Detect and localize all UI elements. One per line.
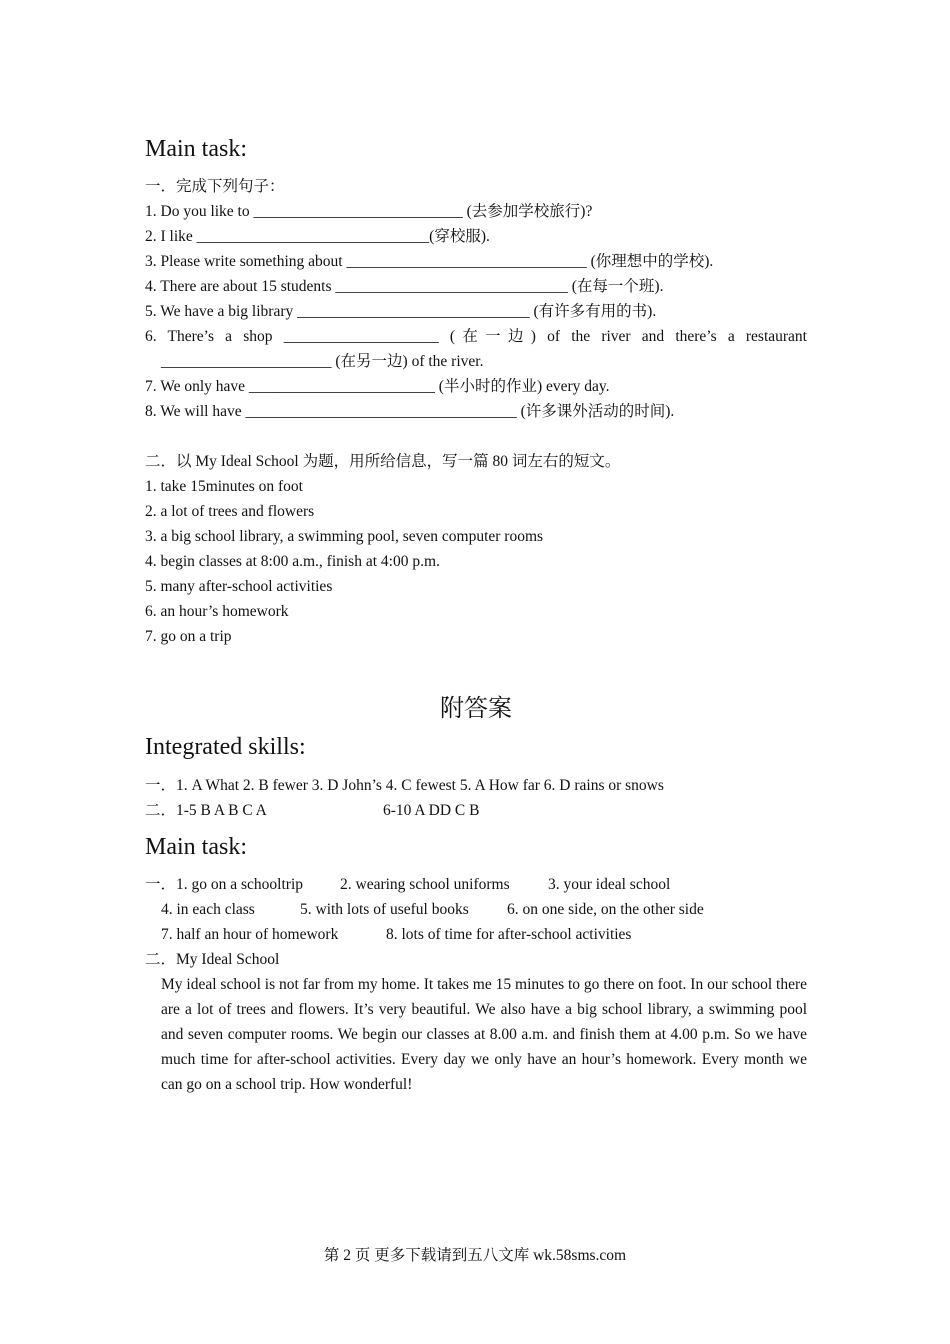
answer-row-1-c: 3. your ideal school <box>548 876 671 893</box>
answer-row-2-a: 4. in each class <box>161 901 255 918</box>
answer-row-2-c: 6. on one side, on the other side <box>507 901 704 918</box>
info-item-5: 5. many after-school activities <box>145 578 333 595</box>
exercise-line-6a: 6. There’s a shop ____________________ (在一边) of the river and there’s a restaurant <box>145 328 807 345</box>
main-task-heading: Main task: <box>145 136 247 162</box>
exercise-line-1: 1. Do you like to ___________________________ (去参加学校旅行)? <box>145 203 593 220</box>
integrated-skills-heading: Integrated skills: <box>145 734 306 760</box>
exercise-line-6b: ______________________ (在另一边) of the river. <box>161 353 484 370</box>
exercise-line-2: 2. I like ______________________________(穿校服). <box>145 228 490 245</box>
essay-title: 二．My Ideal School <box>145 951 280 968</box>
answer-row-2-b: 5. with lots of useful books <box>300 901 469 918</box>
exercise-line-7: 7. We only have ________________________ (半小时的作业) every day. <box>145 378 610 395</box>
answer-row-1-a: 一．1. go on a schooltrip <box>145 876 303 893</box>
exercise-line-8: 8. We will have ___________________________________ (许多课外活动的时间). <box>145 403 675 420</box>
part2-title: 二．以 My Ideal School 为题，用所给信息，写一篇 80 词左右的短文。 <box>145 453 621 470</box>
exercise-line-4: 4. There are about 15 students ______________________________ (在每一个班). <box>145 278 664 295</box>
integrated-answers-line-2b: 6-10 A DD C B <box>383 802 480 819</box>
exercise-line-3: 3. Please write something about _______________________________ (你理想中的学校). <box>145 253 714 270</box>
info-item-4: 4. begin classes at 8:00 a.m., finish at 4:00 p.m. <box>145 553 440 570</box>
info-item-6: 6. an hour’s homework <box>145 603 289 620</box>
answer-row-3-a: 7. half an hour of homework <box>161 926 339 943</box>
integrated-answers-line-2a: 二．1-5 B A B C A <box>145 802 267 819</box>
info-item-2: 2. a lot of trees and flowers <box>145 503 315 520</box>
part1-title: 一．完成下列句子： <box>145 178 285 195</box>
exercise-line-5: 5. We have a big library ______________________________ (有许多有用的书). <box>145 303 657 320</box>
info-item-3: 3. a big school library, a swimming pool, seven computer rooms <box>145 528 544 545</box>
page-footer: 第 2 页 更多下载请到五八文库 wk.58sms.com <box>323 1247 627 1264</box>
answers-title: 附答案 <box>440 696 512 722</box>
answer-row-1-b: 2. wearing school uniforms <box>340 876 510 893</box>
integrated-answers-line-1: 一．1. A What 2. B fewer 3. D John’s 4. C fewest 5. A How far 6. D rains or snows <box>145 777 664 794</box>
answers-main-task-heading: Main task: <box>145 834 247 860</box>
info-item-7: 7. go on a trip <box>145 628 232 645</box>
essay-paragraph: My ideal school is not far from my home. It takes me 15 minutes to go there on foot. In our school there are a lot of trees and flowers. It’s very beautiful. We also have a big school library, a swimming pool and seven computer rooms. We begin our classes at 8.00 a.m. and finish them at 4.00 p.m. So we have much time for after-school activities. Every day we only have an hour’s homework. Every month we can go on a school trip. How wonderful! <box>161 976 807 1093</box>
answer-row-3-b: 8. lots of time for after-school activities <box>386 926 632 943</box>
info-item-1: 1. take 15minutes on foot <box>145 478 303 495</box>
